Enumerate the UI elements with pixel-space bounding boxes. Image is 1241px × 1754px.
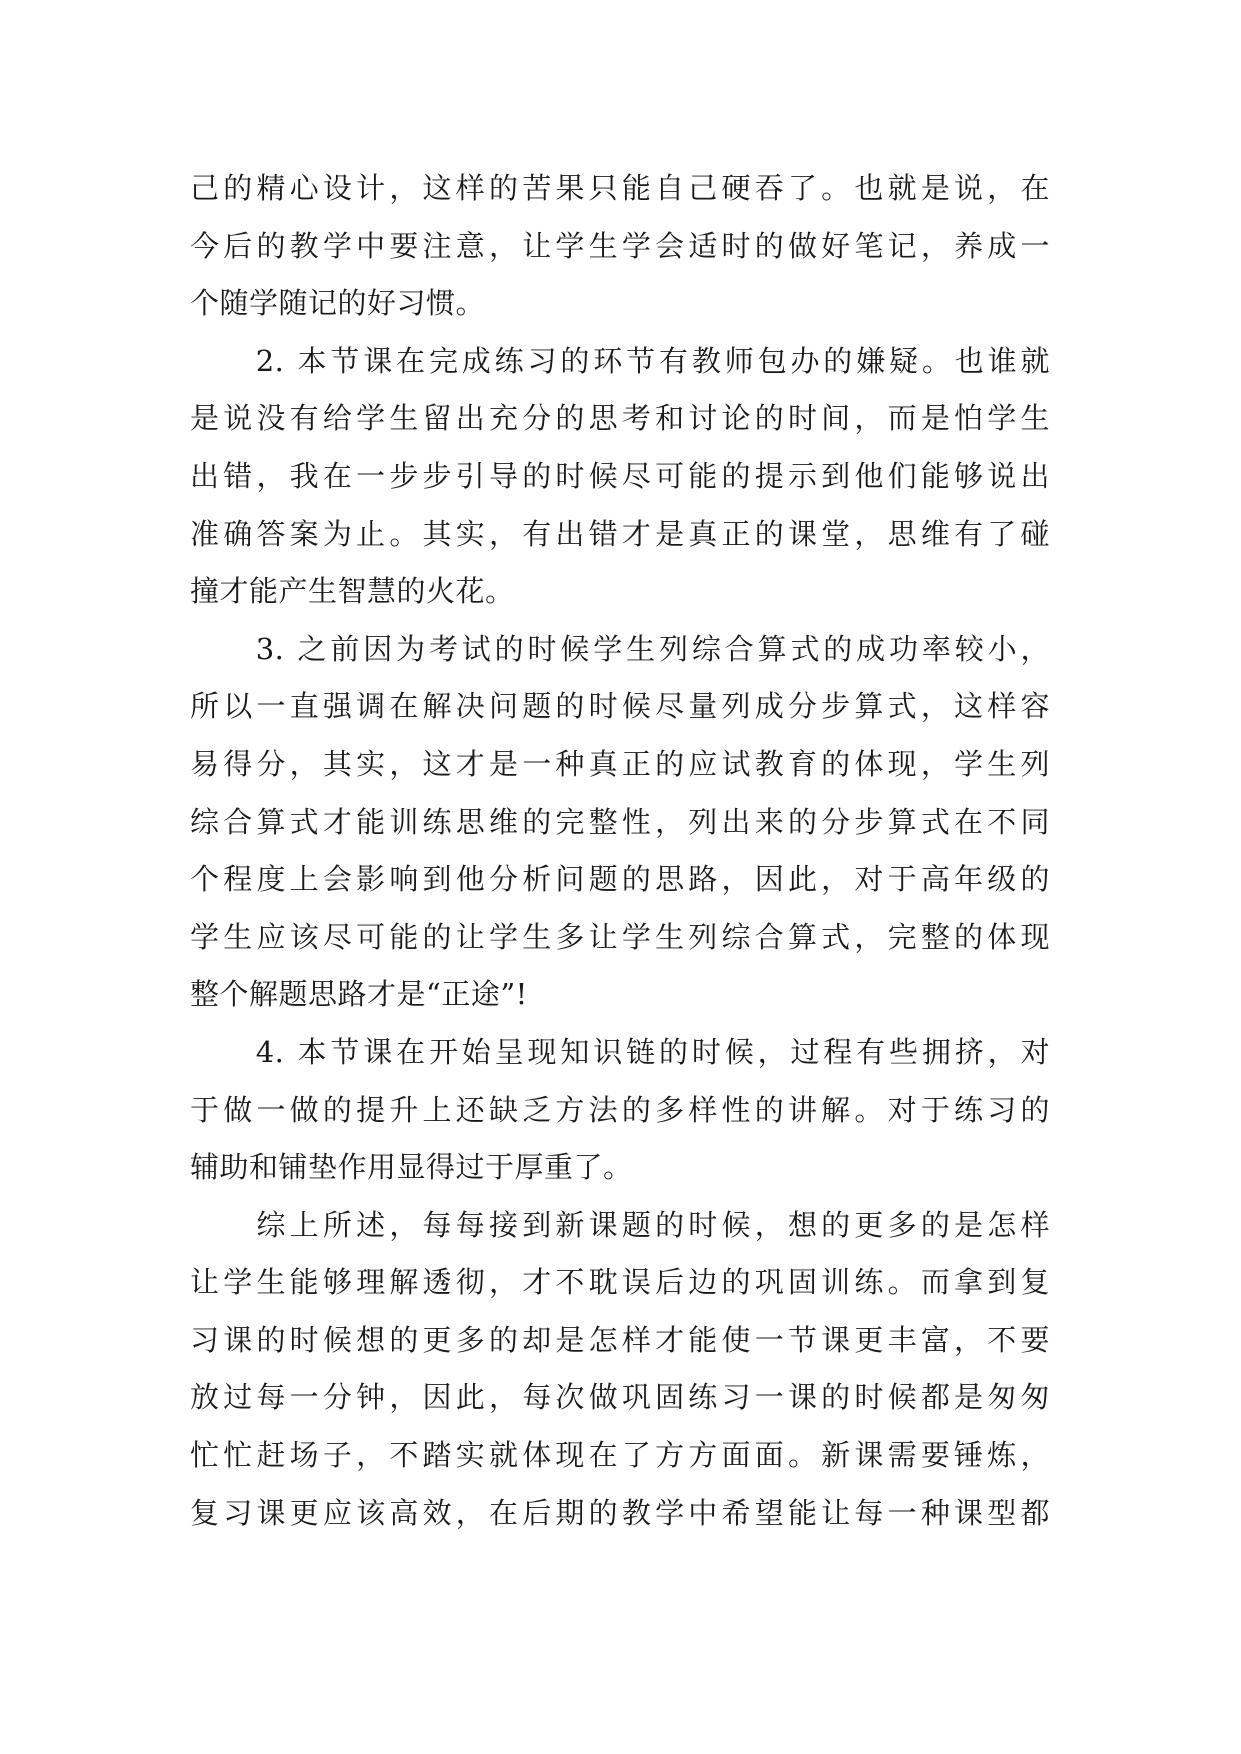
text-line: 整个解题思路才是“正途”! xyxy=(190,977,528,1012)
text-line: 综上所述，每每接到新课题的时候，想的更多的是怎样 xyxy=(190,1207,1050,1242)
text-line: 准确答案为止。其实，有出错才是真正的课堂，思维有了碰 xyxy=(190,516,1050,551)
text-line: 所以一直强调在解决问题的时候尽量列成分步算式，这样容 xyxy=(190,689,1050,724)
text-line: 忙忙赶场子，不踏实就体现在了方方面面。新课需要锤炼， xyxy=(190,1438,1050,1473)
text-line: 习课的时候想的更多的却是怎样才能使一节课更丰富，不要 xyxy=(190,1322,1050,1357)
text-line: 于做一做的提升上还缺乏方法的多样性的讲解。对于练习的 xyxy=(190,1092,1050,1127)
text-line: 撞才能产生智慧的火花。 xyxy=(190,574,515,609)
text-line: 个程度上会影响到他分析问题的思路，因此，对于高年级的 xyxy=(190,862,1050,897)
text-line: 出错，我在一步步引导的时候尽可能的提示到他们能够说出 xyxy=(190,458,1050,493)
text-line: 是说没有给学生留出充分的思考和讨论的时间，而是怕学生 xyxy=(190,401,1050,436)
text-line: 今后的教学中要注意，让学生学会适时的做好笔记，养成一 xyxy=(190,228,1050,263)
text-line: 3. 之前因为考试的时候学生列综合算式的成功率较小， xyxy=(190,631,1050,666)
text-line: 复习课更应该高效，在后期的教学中希望能让每一种课型都 xyxy=(190,1495,1050,1530)
text-line: 易得分，其实，这才是一种真正的应试教育的体现，学生列 xyxy=(190,746,1050,781)
body-text xyxy=(190,160,1050,1542)
text-line: 己的精心设计，这样的苦果只能自己硬吞了。也就是说，在 xyxy=(190,171,1050,205)
text-line: 放过每一分钟，因此，每次做巩固练习一课的时候都是匆匆 xyxy=(190,1380,1050,1415)
text-line: 学生应该尽可能的让学生多让学生列综合算式，完整的体现 xyxy=(190,919,1050,954)
text-line: 个随学随记的好习惯。 xyxy=(190,286,486,321)
text-line: 2. 本节课在完成练习的环节有教师包办的嫌疑。也谁就 xyxy=(190,343,1050,378)
text-line: 让学生能够理解透彻，才不耽误后边的巩固训练。而拿到复 xyxy=(190,1265,1050,1300)
text-line: 4. 本节课在开始呈现知识链的时候，过程有些拥挤，对 xyxy=(190,1034,1050,1069)
text-line: 综合算式才能训练思维的完整性，列出来的分步算式在不同 xyxy=(190,804,1050,839)
text-line: 辅助和铺垫作用显得过于厚重了。 xyxy=(190,1150,633,1185)
